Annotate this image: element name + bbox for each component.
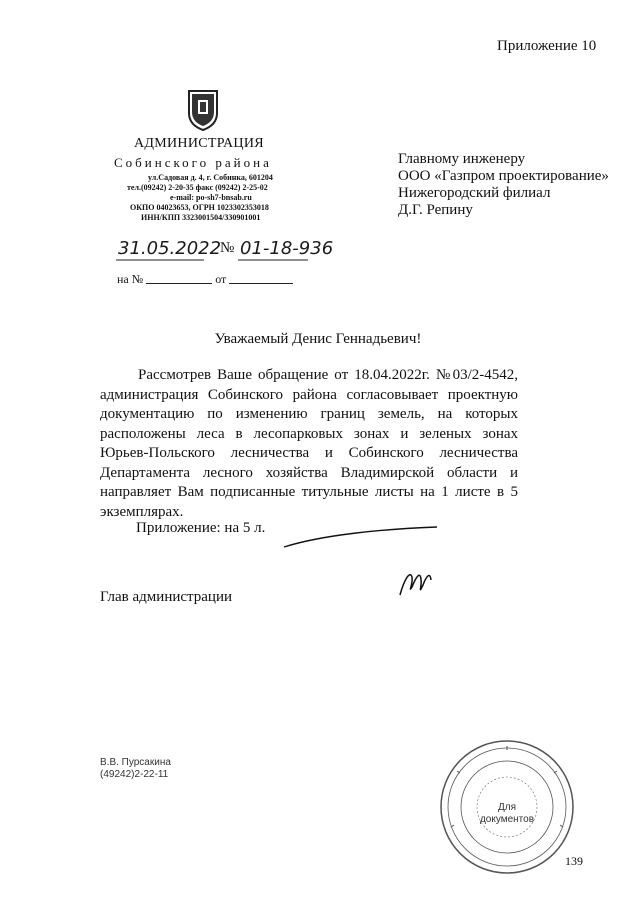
executor-phone: (49242)2-22-11 bbox=[100, 769, 169, 780]
executor-block bbox=[100, 757, 171, 781]
sender-address: ул.Садовая д. 4, г. Собинка, 601204 bbox=[148, 173, 273, 182]
reference-number-blank bbox=[146, 283, 212, 284]
reference-ot-label: от bbox=[215, 272, 227, 286]
signature-image bbox=[282, 525, 442, 600]
addressee-line: Главному инженеру bbox=[398, 151, 526, 167]
addressee-line: Д.Г. Репину bbox=[398, 202, 473, 218]
sender-title: АДМИНИСТРАЦИЯ bbox=[134, 136, 264, 151]
greeting: Уважаемый Денис Геннадьевич! bbox=[214, 331, 422, 347]
registration-number: 01-18-936 bbox=[240, 238, 334, 259]
round-stamp bbox=[433, 737, 581, 877]
addressee-line: ООО «Газпром проектирование» bbox=[398, 168, 609, 184]
attachment-note: Приложение: на 5 л. bbox=[136, 520, 266, 536]
reference-na-label: на № bbox=[117, 272, 144, 286]
stamp-center-line1: Для bbox=[497, 802, 517, 813]
page-number: 139 bbox=[565, 854, 583, 868]
executor-name: В.В. Пурсакина bbox=[100, 757, 171, 768]
coat-of-arms-icon bbox=[186, 88, 220, 132]
letter-body: Рассмотрев Ваше обращение от 18.04.2022г. №03/2-4542, администрация Собинского района согласовывает проектную документацию по изменению границ земель, на которых расположены леса в лесопарковых зонах и зеленых зонах Юрьев-Польского лесничества и Собинского лесничества Департамента лесного хозяйства Владимирской области и направляет Вам подписанные титульные листы на 1 листе в 5 экземплярах. bbox=[100, 367, 518, 520]
signer-title: Глав администрации bbox=[100, 589, 233, 605]
addressee-line: Нижегородский филиал bbox=[398, 185, 551, 201]
sender-phone: тел.(09242) 2-20-35 факс (09242) 2-25-02 bbox=[127, 183, 268, 192]
sender-okpo: ОКПО 04023653, ОГРН 1023302353018 bbox=[130, 203, 269, 212]
reference-line bbox=[117, 272, 293, 287]
stamp-center-line2: документов bbox=[479, 814, 535, 825]
registration-date: 31.05.2022 bbox=[118, 238, 222, 259]
sender-inn: ИНН/КПП 3323001504/330901001 bbox=[141, 213, 261, 222]
addressee-block bbox=[398, 151, 609, 219]
reference-date-blank bbox=[229, 283, 293, 284]
registration-number-label: № bbox=[220, 240, 235, 256]
sender-subtitle: Собинского района bbox=[114, 155, 272, 170]
sender-email: e-mail: po-sh7-bnsab.ru bbox=[170, 193, 252, 202]
appendix-label: Приложение 10 bbox=[497, 38, 597, 54]
